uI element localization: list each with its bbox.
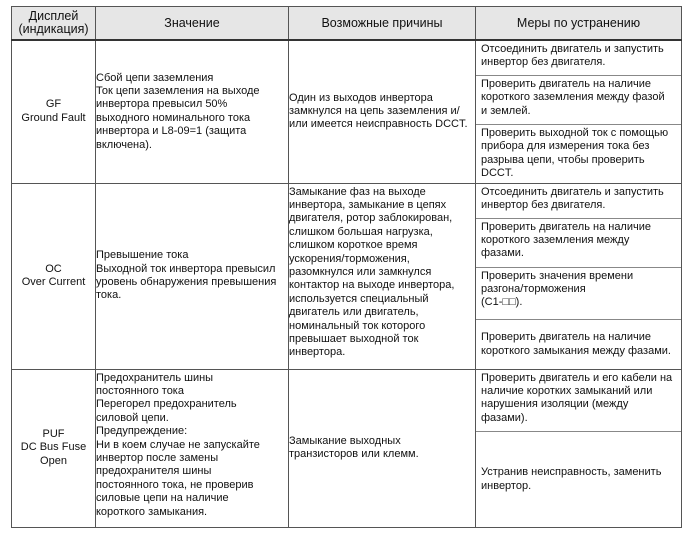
remedy-line: разрыва цепи, чтобы проверить <box>481 153 645 166</box>
cause-cell-gf <box>289 40 476 183</box>
remedy-item <box>476 76 681 125</box>
meaning-line: предохранителя шины <box>96 465 212 478</box>
meaning-line: Ток цепи заземления на выходе <box>96 84 260 97</box>
meaning-line: Предохранитель шины <box>96 371 214 384</box>
remedy-line: (C1-□□). <box>481 296 523 309</box>
meaning-line: силовые цепи на наличие <box>96 492 229 505</box>
meaning-line: Перегорел предохранитель <box>96 398 237 411</box>
meaning-line: постоянного тока, не проверив <box>96 478 254 491</box>
code-short-gf: GF <box>45 98 62 111</box>
header-meaning: Значение <box>96 7 289 41</box>
meaning-line: Ни в коем случае не запускайте <box>96 438 260 451</box>
cause-line: двигатель или двигатель, <box>289 306 419 319</box>
remedy-item <box>476 219 681 268</box>
cause-line: Замыкание фаз на выходе <box>289 185 426 198</box>
cause-line: замкнулся на цепь заземления и/ <box>289 105 460 118</box>
remedy-item <box>476 184 681 219</box>
code-cell-gf <box>12 40 96 183</box>
cause-line: Один из выходов инвертора <box>289 91 433 104</box>
meaning-line: инвертор после замены <box>96 451 219 464</box>
code-short-puf: PUF <box>42 427 65 440</box>
remedy-cell-gf <box>476 40 682 183</box>
meaning-line: Выходной ток инвертора превысил <box>96 262 276 275</box>
meaning-line: выходного номинального тока <box>96 111 251 124</box>
meaning-line: силовой цепи. <box>96 411 169 424</box>
cause-line: ускорения/торможения, <box>289 252 410 265</box>
remedy-line: фазами). <box>481 411 528 424</box>
remedy-line: инвертор без двигателя. <box>481 198 606 211</box>
remedy-line: короткого заземления между фазой <box>481 91 665 104</box>
remedy-item <box>476 432 681 527</box>
remedy-item <box>476 370 681 432</box>
meaning-line: инвертора и L8-09=1 (защита <box>96 125 247 138</box>
remedy-line: Проверить выходной ток с помощью <box>481 127 669 139</box>
code-cell-puf <box>12 369 96 527</box>
cause-cell-puf <box>289 369 476 527</box>
meaning-line: уровень обнаружения превышения <box>96 276 277 288</box>
cause-line: инвертора. <box>289 346 346 359</box>
remedy-line: фазами. <box>481 247 524 260</box>
table-row-gf <box>12 40 682 183</box>
cause-line: инвертора, замыкание в цепях <box>289 198 447 211</box>
header-code-line2: (индикация) <box>18 22 89 36</box>
cause-line: транзисторов или клемм. <box>289 448 419 460</box>
code-long-puf-1: DC Bus Fuse <box>20 441 87 454</box>
header-causes: Возможные причины <box>289 7 476 41</box>
meaning-line: инвертора превысил 50% <box>96 98 228 111</box>
header-code <box>12 7 96 41</box>
remedy-cell-oc <box>476 183 682 369</box>
remedy-line: Проверить двигатель и его кабели на <box>481 371 673 384</box>
remedy-line: Проверить двигатель на наличие <box>481 220 651 233</box>
cause-line: слишком короткое время <box>289 239 418 252</box>
code-cell-oc <box>12 183 96 369</box>
meaning-line: постоянного тока <box>96 384 184 397</box>
remedy-line: Отсоединить двигатель и запустить <box>481 185 664 198</box>
remedy-line: Отсоединить двигатель и запустить <box>481 43 664 55</box>
remedy-line: наличие коротких замыканий или <box>481 384 653 397</box>
fault-table <box>11 6 682 528</box>
remedy-line: инвертор без двигателя. <box>481 56 606 69</box>
remedy-line: DCCT. <box>481 167 514 180</box>
header-code-line1: Дисплей <box>28 9 79 23</box>
code-long-oc: Over Current <box>21 276 86 288</box>
code-short-oc: OC <box>45 262 62 275</box>
meaning-line: тока. <box>96 289 122 302</box>
header-remedies: Меры по устранению <box>476 7 682 41</box>
meaning-line: Предупреждение: <box>96 425 188 438</box>
remedy-line: разгона/торможения <box>481 282 586 295</box>
cause-line: разомкнулся или замкнулся <box>289 265 432 278</box>
remedy-line: и землей. <box>481 104 531 117</box>
remedy-item <box>476 125 681 183</box>
code-long-gf: Ground Fault <box>21 111 86 124</box>
remedy-line: Проверить значения времени <box>481 269 634 282</box>
table-row-puf <box>12 369 682 527</box>
meaning-cell-gf <box>96 40 289 183</box>
cause-line: контактор на выходе инвертора, <box>289 279 455 292</box>
cause-line: двигателя, ротор заблокирован, <box>289 212 453 225</box>
remedy-cell-puf <box>476 369 682 527</box>
remedy-item <box>476 320 681 369</box>
remedy-line: Проверить двигатель на наличие <box>481 78 651 90</box>
meaning-line: включена). <box>96 138 152 151</box>
cause-line: слишком большая нагрузка, <box>289 225 433 238</box>
remedy-line: прибора для измерения тока без <box>481 140 650 153</box>
meaning-line: Сбой цепи заземления <box>96 71 214 84</box>
remedy-line: короткого заземления между <box>481 233 630 246</box>
remedy-line: инвертор. <box>481 479 532 492</box>
remedy-line: нарушения изоляции (между <box>481 398 629 411</box>
code-long-puf-2: Open <box>40 454 67 467</box>
remedy-line: короткого замыкания между фазами. <box>481 344 671 357</box>
meaning-line: Превышение тока <box>96 249 189 262</box>
header-row <box>12 7 682 41</box>
meaning-line: короткого замыкания. <box>96 505 208 518</box>
cause-line: превышает выходной ток <box>289 332 419 345</box>
cause-line: или имеется неисправность DCCT. <box>289 118 468 131</box>
remedy-line: Проверить двигатель на наличие <box>481 331 651 344</box>
cause-line: используется специальный <box>289 292 429 305</box>
meaning-cell-puf <box>96 369 289 527</box>
remedy-item <box>476 41 681 76</box>
remedy-line: Устранив неисправность, заменить <box>481 466 662 479</box>
table-row-oc <box>12 183 682 369</box>
cause-line: номинальный ток которого <box>289 319 426 332</box>
cause-cell-oc <box>289 183 476 369</box>
cause-line: Замыкание выходных <box>289 434 401 447</box>
remedy-item <box>476 268 681 320</box>
meaning-cell-oc <box>96 183 289 369</box>
